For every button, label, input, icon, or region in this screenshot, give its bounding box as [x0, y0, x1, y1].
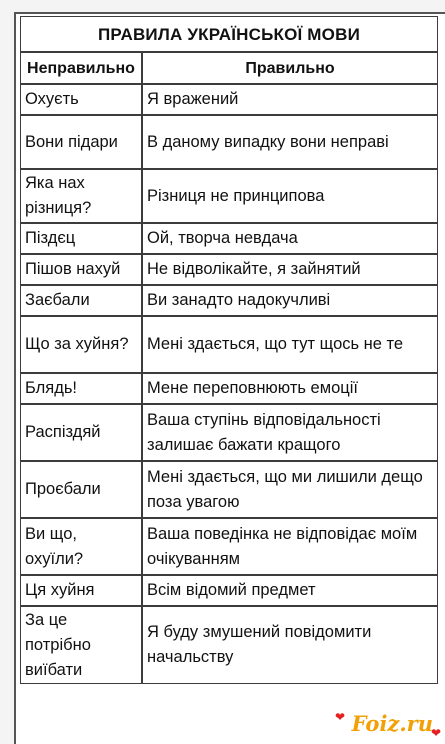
watermark: Foiz.ru	[351, 711, 433, 736]
table-row	[20, 316, 438, 373]
right-phrase: Ваша ступінь відповідальності залишає бажати кращого	[142, 404, 438, 461]
title-row	[20, 16, 438, 52]
table-row	[20, 606, 438, 684]
right-phrase: Ви занадто надокучливі	[142, 285, 438, 316]
rules-table	[20, 16, 438, 684]
right-phrase: Мені здається, що ми лишили дещо поза увагою	[142, 461, 438, 518]
right-phrase: Різниця не принципова	[142, 169, 438, 223]
table-row	[20, 518, 438, 575]
wrong-phrase: За це потрібно виїбати	[20, 606, 142, 684]
wrong-phrase: Ця хуйня	[20, 575, 142, 606]
table-row	[20, 575, 438, 606]
header-right: Правильно	[142, 52, 438, 84]
table-row	[20, 84, 438, 115]
wrong-phrase: Проєбали	[20, 461, 142, 518]
wrong-phrase: Що за хуйня?	[20, 316, 142, 373]
right-phrase: Я вражений	[142, 84, 438, 115]
table-row	[20, 285, 438, 316]
right-phrase: Я буду змушений повідомити начальству	[142, 606, 438, 684]
wrong-phrase: Охуєть	[20, 84, 142, 115]
wrong-phrase: Піздєц	[20, 223, 142, 254]
right-phrase: Мені здається, що тут щось не те	[142, 316, 438, 373]
right-phrase: Не відволікайте, я зайнятий	[142, 254, 438, 285]
table-row	[20, 254, 438, 285]
heart-icon: ❤	[334, 710, 345, 724]
wrong-phrase: Блядь!	[20, 373, 142, 404]
header-wrong: Неправильно	[20, 52, 142, 84]
right-phrase: В даному випадку вони неправі	[142, 115, 438, 169]
wrong-phrase: Пішов нахуй	[20, 254, 142, 285]
header-row	[20, 52, 438, 84]
right-phrase: Ой, творча невдача	[142, 223, 438, 254]
wrong-phrase: Вони підари	[20, 115, 142, 169]
table-title: ПРАВИЛА УКРАЇНСЬКОЇ МОВИ	[20, 16, 438, 52]
wrong-phrase: Ви що, охуїли?	[20, 518, 142, 575]
heart-icon: ❤	[430, 726, 441, 740]
table-row	[20, 373, 438, 404]
right-phrase: Мене переповнюють емоції	[142, 373, 438, 404]
table-row	[20, 404, 438, 461]
table-row	[20, 223, 438, 254]
top-border-line	[14, 12, 445, 14]
table-row	[20, 115, 438, 169]
table-row	[20, 461, 438, 518]
table-row	[20, 169, 438, 223]
wrong-phrase: Распіздяй	[20, 404, 142, 461]
wrong-phrase: Яка нах різниця?	[20, 169, 142, 223]
wrong-phrase: Заєбали	[20, 285, 142, 316]
right-phrase: Ваша поведінка не відповідає моїм очікуванням	[142, 518, 438, 575]
right-phrase: Всім відомий предмет	[142, 575, 438, 606]
